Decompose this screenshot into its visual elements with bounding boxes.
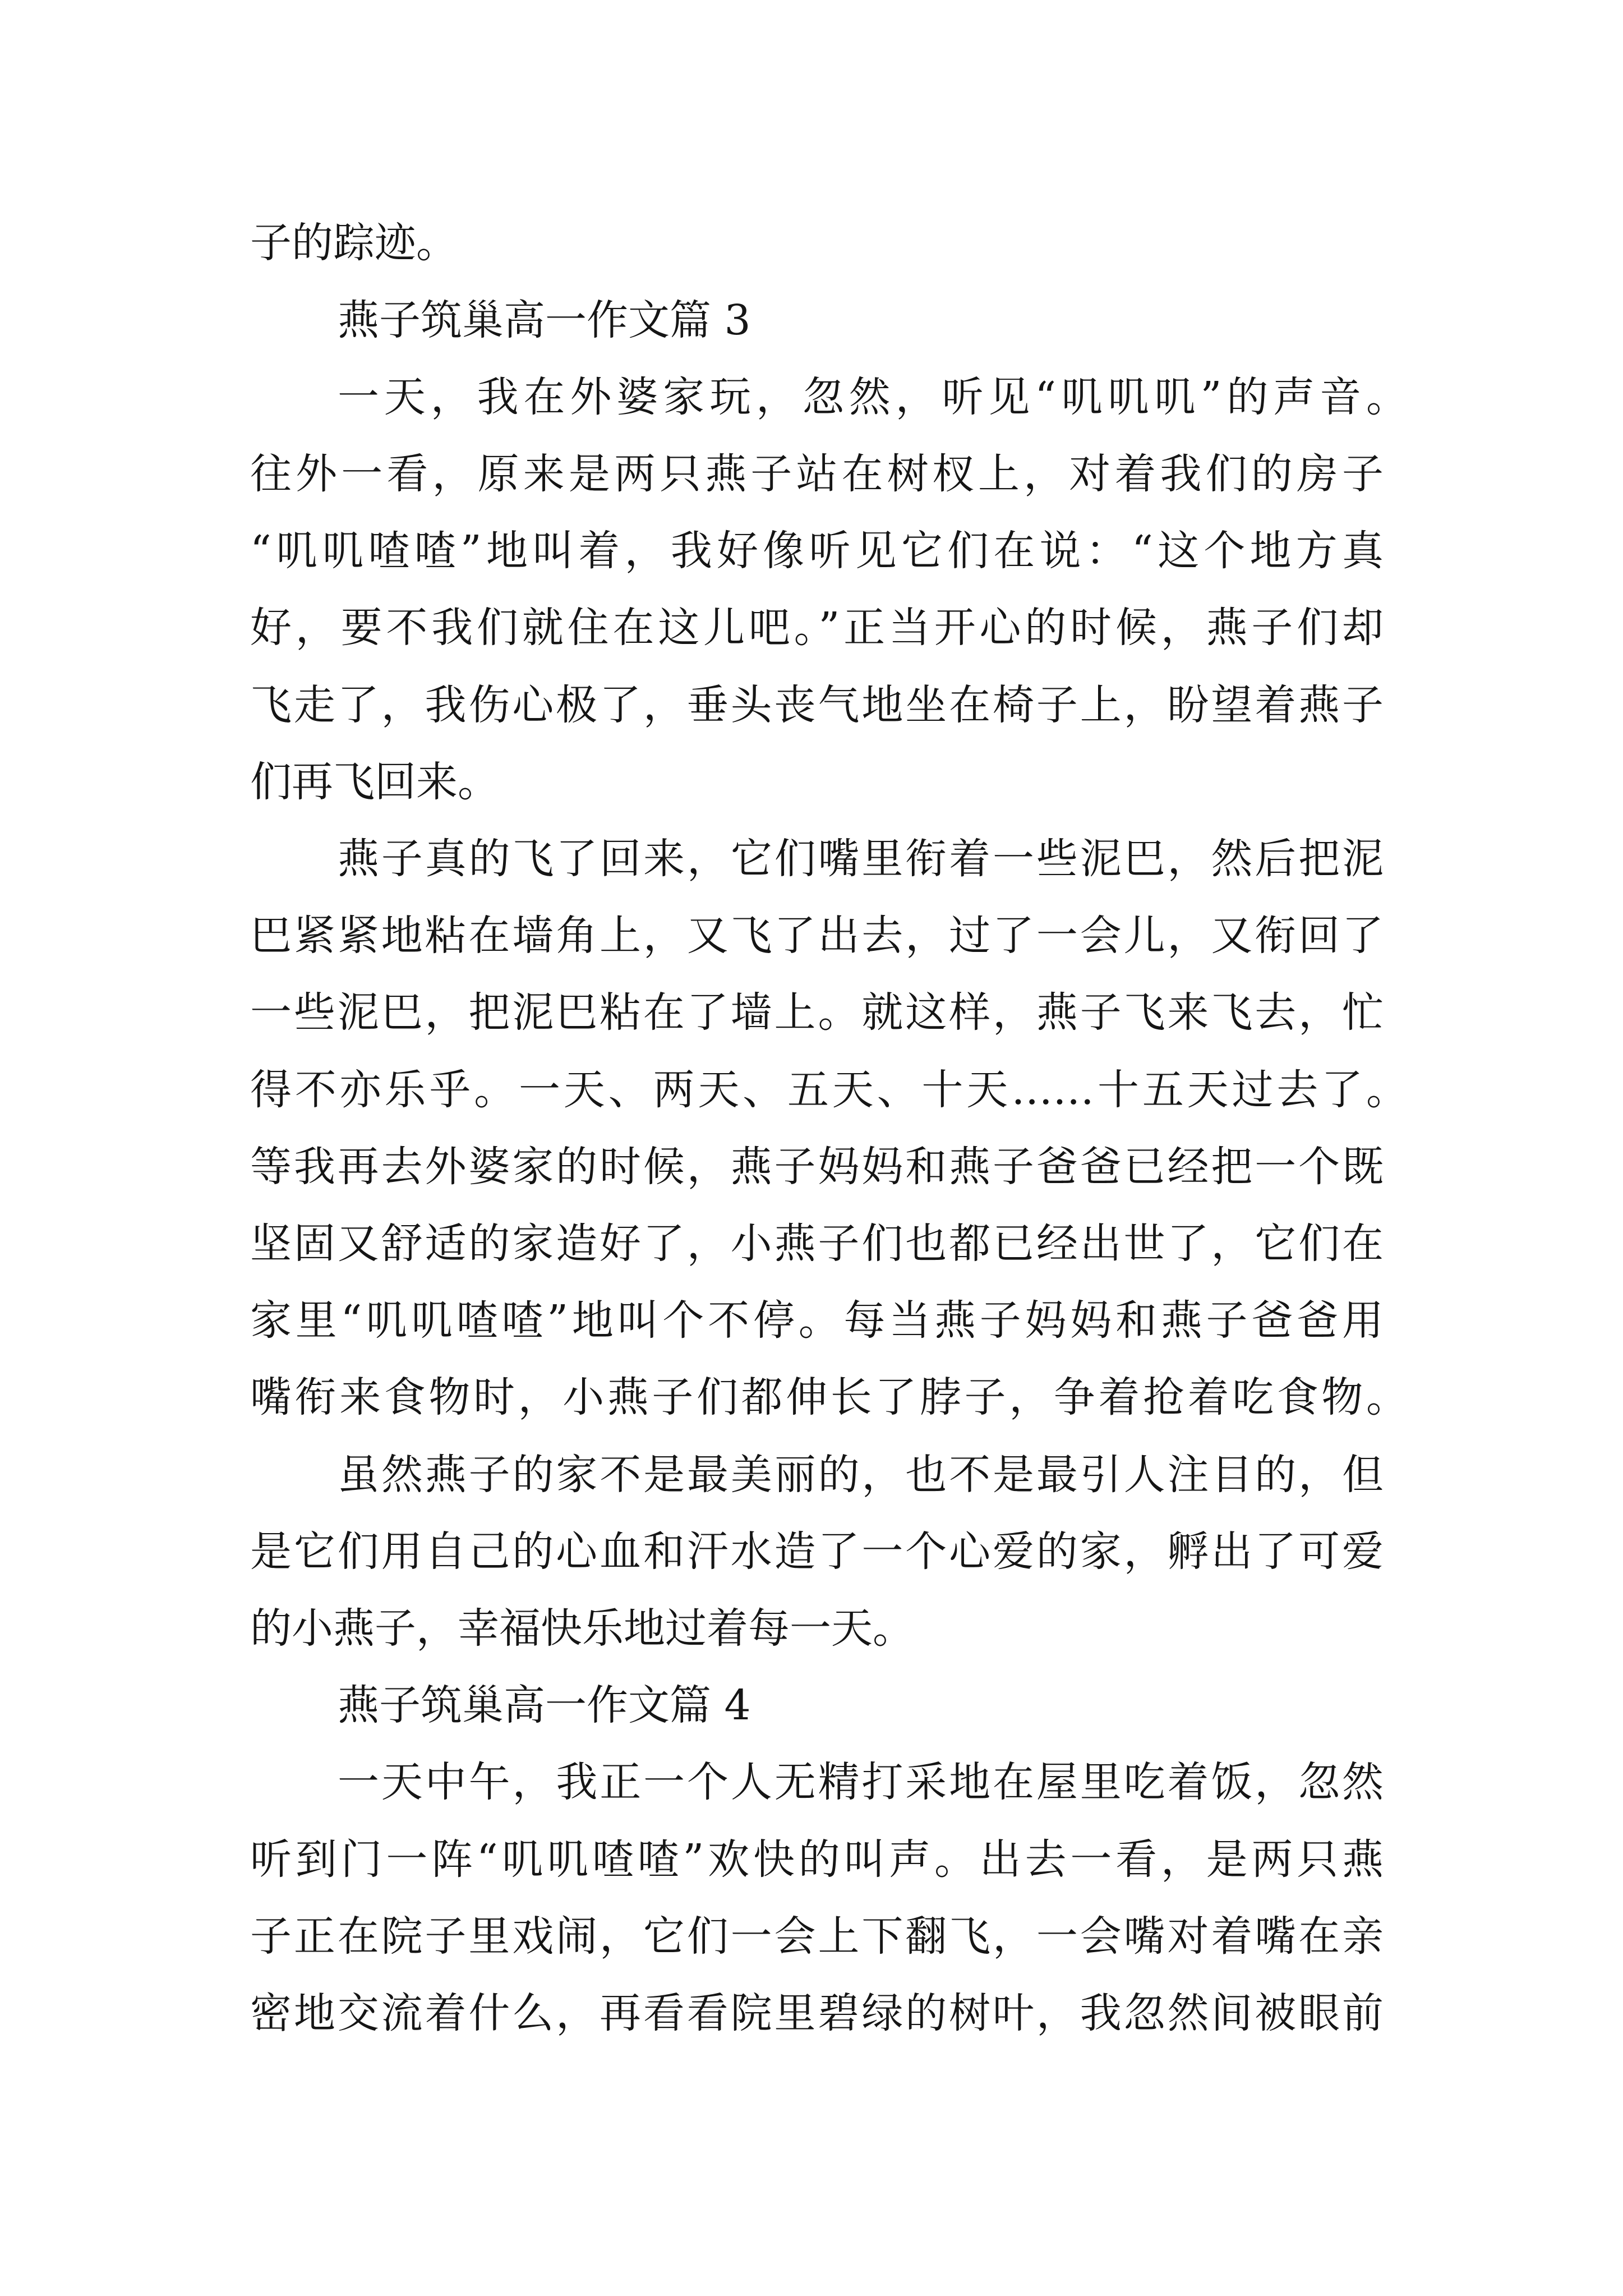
text-line: 听到门一阵“叽叽喳喳”欢快的叫声。出去一看，是两只燕 — [250, 1835, 1384, 1884]
section-heading: 燕子筑巢高一作文篇 3 — [338, 296, 751, 344]
text-line: 坚固又舒适的家造好了，小燕子们也都已经出世了，它们在 — [250, 1220, 1384, 1268]
text-line: 密地交流着什么，再看看院里碧绿的树叶，我忽然间被眼前 — [250, 1989, 1384, 2037]
text-line: 一天中午，我正一个人无精打采地在屋里吃着饭，忽然 — [338, 1758, 1384, 1806]
text-line: 往外一看，原来是两只燕子站在树杈上，对着我们的房子 — [250, 450, 1384, 498]
text-line: 嘴衔来食物时，小燕子们都伸长了脖子，争着抢着吃食物。 — [250, 1373, 1408, 1421]
text-line: “叽叽喳喳”地叫着，我好像听见它们在说：“这个地方真 — [250, 527, 1384, 575]
text-line: 一些泥巴，把泥巴粘在了墙上。就这样，燕子飞来飞去，忙 — [250, 988, 1384, 1037]
text-line: 家里“叽叽喳喳”地叫个不停。每当燕子妈妈和燕子爸爸用 — [250, 1296, 1384, 1345]
text-line: 们再飞回来。 — [250, 758, 499, 806]
text-line: 一天，我在外婆家玩，忽然，听见“叽叽叽”的声音。 — [338, 373, 1408, 421]
text-line: 飞走了，我伤心极了，垂头丧气地坐在椅子上，盼望着燕子 — [250, 681, 1384, 729]
text-line: 燕子真的飞了回来，它们嘴里衔着一些泥巴，然后把泥 — [338, 835, 1384, 883]
text-line: 子的踪迹。 — [250, 219, 458, 267]
text-line: 巴紧紧地粘在墙角上，又飞了出去，过了一会儿，又衔回了 — [250, 912, 1384, 960]
text-line: 好，要不我们就住在这儿吧。”正当开心的时候，燕子们却 — [250, 604, 1384, 652]
text-line: 是它们用自己的心血和汗水造了一个心爱的家，孵出了可爱 — [250, 1527, 1384, 1576]
text-line: 虽然燕子的家不是最美丽的，也不是最引人注目的，但 — [338, 1451, 1384, 1499]
text-line: 的小燕子，幸福快乐地过着每一天。 — [250, 1604, 914, 1653]
section-heading: 燕子筑巢高一作文篇 4 — [338, 1681, 751, 1729]
text-line: 得不亦乐乎。一天、两天、五天、十天……十五天过去了。 — [250, 1066, 1408, 1114]
text-line: 子正在院子里戏闹，它们一会上下翻飞，一会嘴对着嘴在亲 — [250, 1912, 1384, 1961]
text-line: 等我再去外婆家的时候，燕子妈妈和燕子爸爸已经把一个既 — [250, 1143, 1384, 1191]
